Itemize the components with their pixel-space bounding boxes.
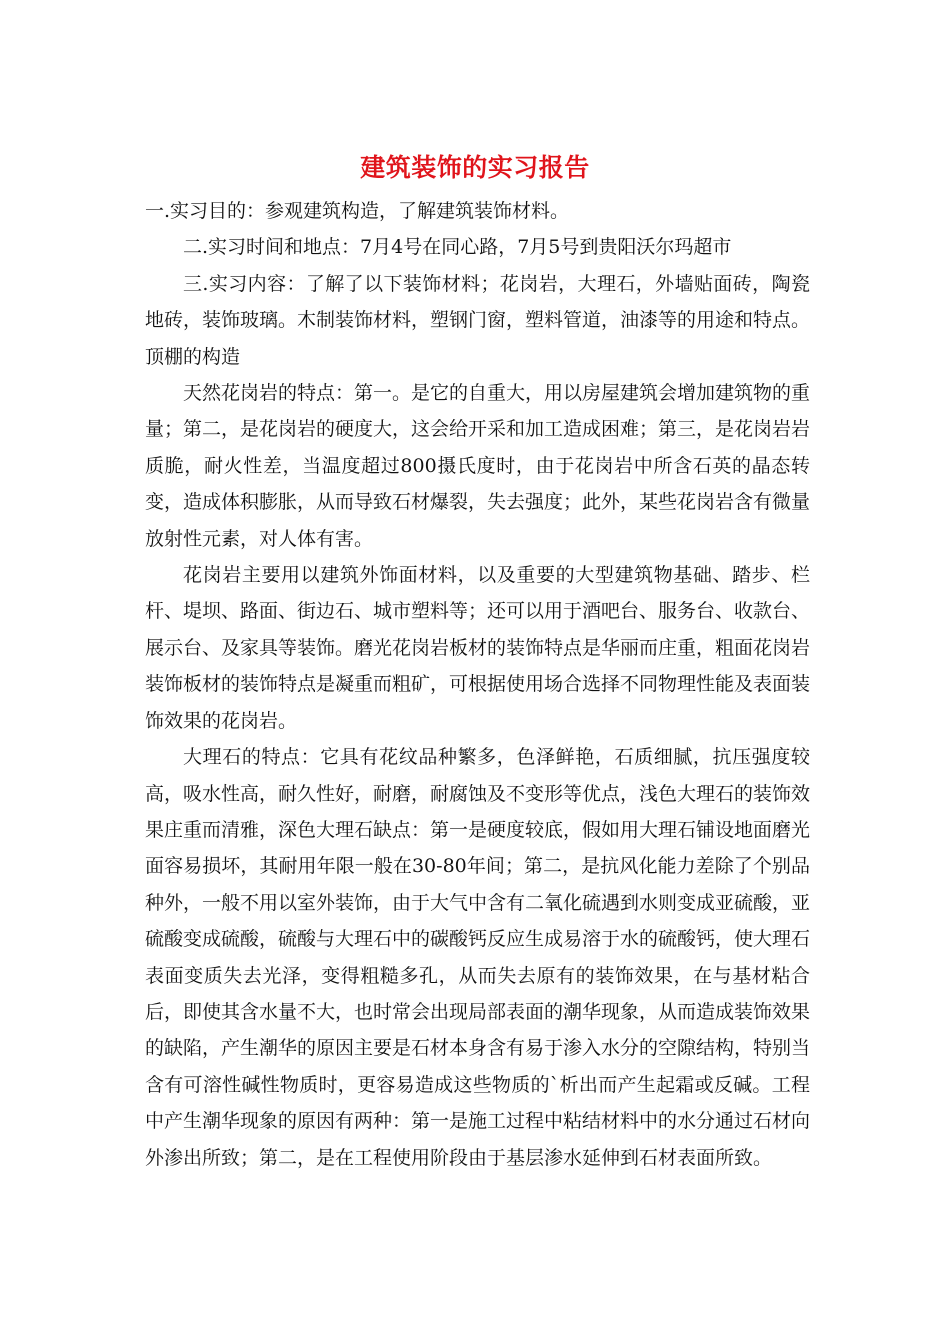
document-body [145, 193, 810, 1176]
paragraph-time-place: 二.实习时间和地点：7月4号在同心路，7月5号到贵阳沃尔玛超市 [183, 236, 732, 259]
document-title: 建筑装饰的实习报告 [360, 153, 590, 182]
paragraph-granite-features: 天然花岗岩的特点：第一。是它的自重大，用以房屋建筑会增加建筑物的重量；第二，是花岗岩的硬度大，这会给开采和加工造成困难；第三，是花岗岩岩质脆，耐火性差，当温度超过800摄氏度时，由于花岗岩中所含石英的晶态转变，造成体积膨胀，从而导致石材爆裂，失去强度；此外，某些花岗岩含有微量放射性元素，对人体有害。 [145, 382, 811, 550]
paragraph-granite-uses: 花岗岩主要用以建筑外饰面材料，以及重要的大型建筑物基础、踏步、栏杆、堤坝、路面、街边石、城市塑料等；还可以用于酒吧台、服务台、收款台、展示台、及家具等装饰。磨光花岗岩板材的装饰特点是华丽而庄重，粗面花岗岩装饰板材的装饰特点是凝重而粗矿，可根据使用场合选择不同物理性能及表面装饰效果的花岗岩。 [145, 564, 811, 732]
paragraph-marble-features: 大理石的特点：它具有花纹品种繁多，色泽鲜艳，石质细腻，抗压强度较高，吸水性高，耐久性好，耐磨，耐腐蚀及不变形等优点，浅色大理石的装饰效果庄重而清雅，深色大理石缺点：第一是硬度较底，假如用大理石铺设地面磨光面容易损坏，其耐用年限一般在30-80年间；第二，是抗风化能力差除了个别品种外，一般不用以室外装饰，由于大气中含有二氧化硫遇到水则变成亚硫酸，亚硫酸变成硫酸，硫酸与大理石中的碳酸钙反应生成易溶于水的硫酸钙，使大理石表面变质失去光泽，变得粗糙多孔，从而失去原有的装饰效果，在与基材粘合后，即使其含水量不大，也时常会出现局部表面的潮华现象，从而造成装饰效果的缺陷，产生潮华的原因主要是石材本身含有易于渗入水分的空隙结构，特别当含有可溶性碱性物质时，更容易造成这些物质的`析出而产生起霜或反碱。工程中产生潮华现象的原因有两种：第一是施工过程中粘结材料中的水分通过石材向外渗出所致；第二，是在工程使用阶段由于基层渗水延伸到石材表面所致。 [145, 746, 811, 1169]
paragraph-content: 三.实习内容：了解了以下装饰材料；花岗岩，大理石，外墙贴面砖，陶瓷地砖，装饰玻璃。木制装饰材料，塑钢门窗，塑料管道，油漆等的用途和特点。顶棚的构造 [145, 272, 811, 368]
paragraph-purpose: 一.实习目的：参观建筑构造，了解建筑装饰材料。 [145, 200, 570, 222]
